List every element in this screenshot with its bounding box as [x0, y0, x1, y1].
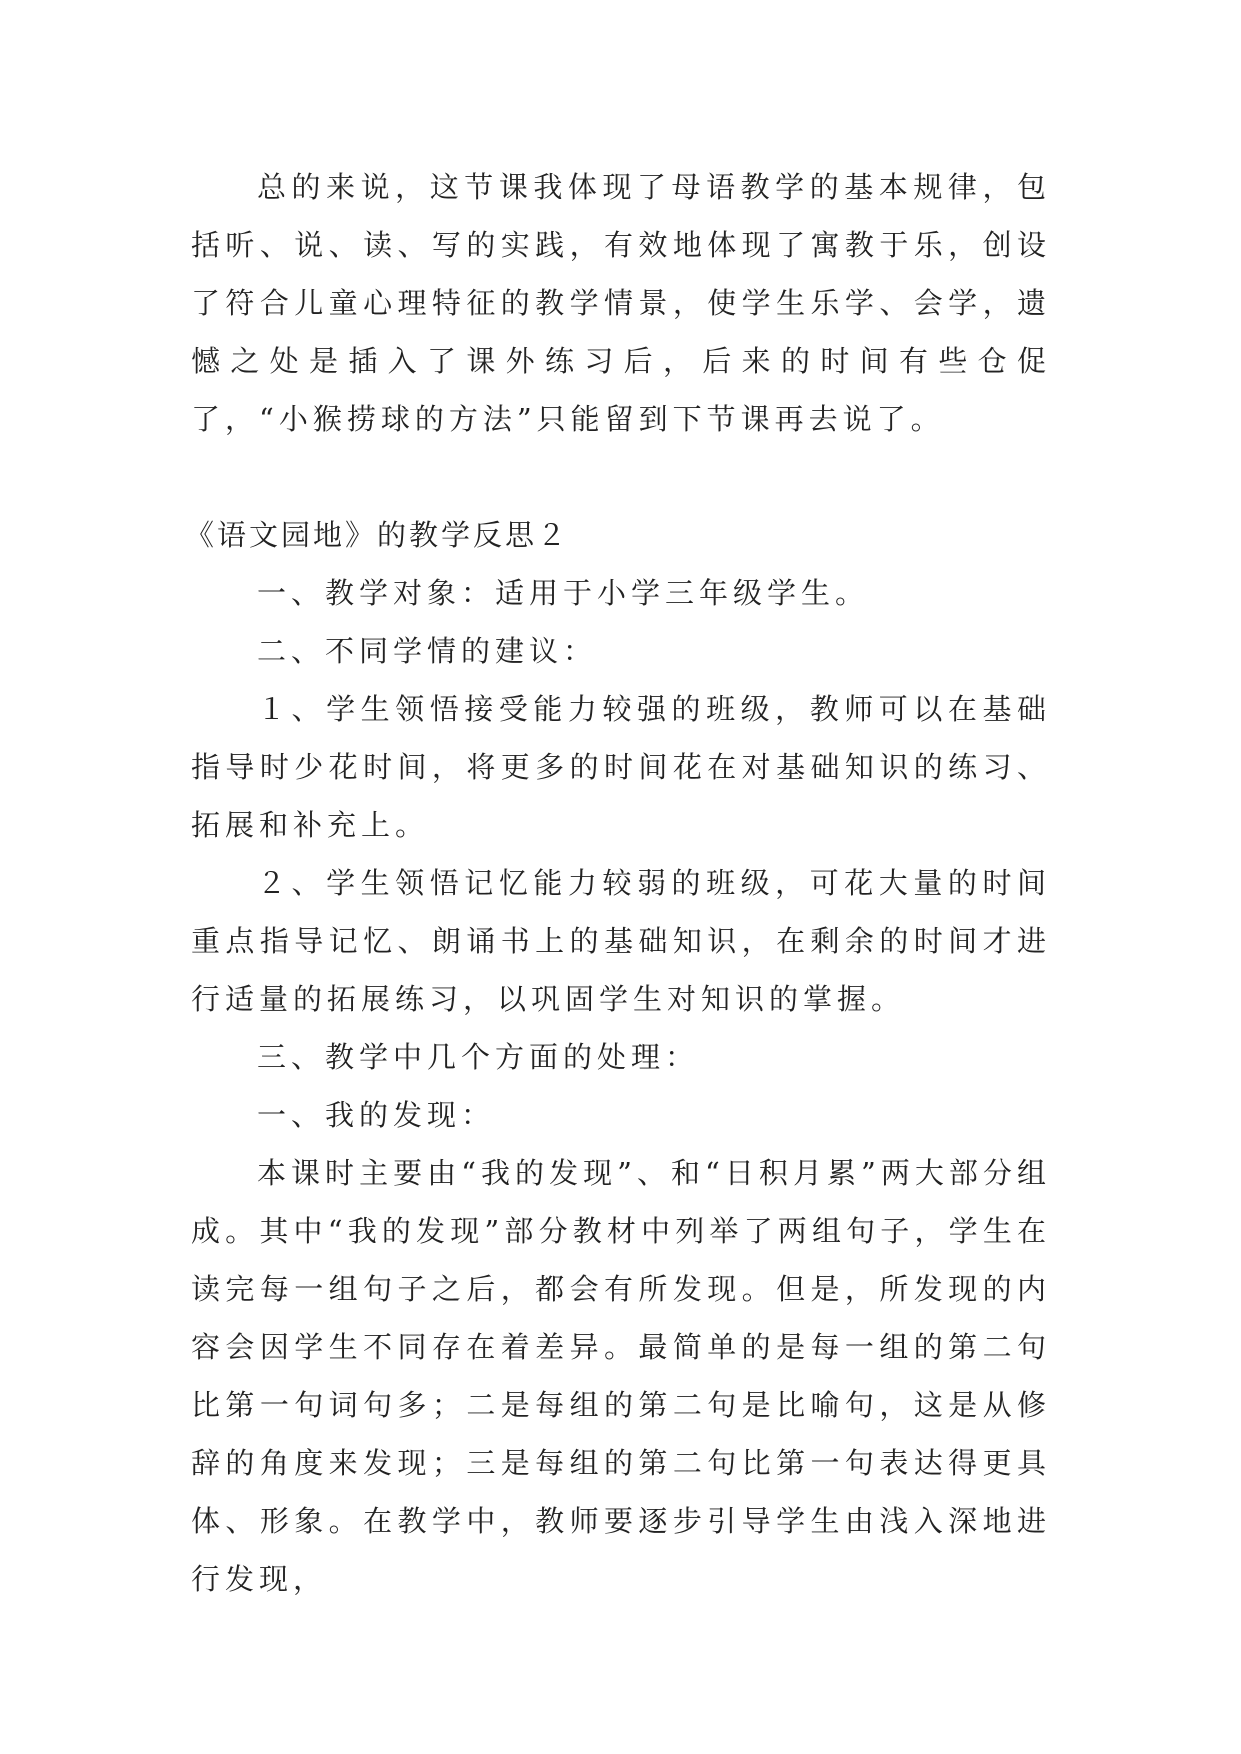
paragraph-suggestion-1: １、学生领悟接受能力较强的班级，教师可以在基础指导时少花时间，将更多的时间花在对基础知识的练习、拓展和补充上。: [191, 692, 1051, 842]
section-title: 《语文园地》的教学反思２: [185, 518, 570, 552]
paragraph-suggestion-2: ２、学生领悟记忆能力较弱的班级，可花大量的时间重点指导记忆、朗诵书上的基础知识，在剩余的时间才进行适量的拓展练习，以巩固学生对知识的掌握。: [191, 866, 1051, 1016]
intro-paragraph: 总的来说，这节课我体现了母语教学的基本规律，包括听、说、读、写的实践，有效地体现了寓教于乐，创设了符合儿童心理特征的教学情景，使学生乐学、会学，遗憾之处是插入了课外练习后，后来的时间有些仓促了，“小猴捞球的方法”只能留到下节课再去说了。: [191, 170, 1051, 436]
section-spacer: [191, 448, 1051, 506]
paragraph-teaching-target: 一、教学对象：适用于小学三年级学生。: [257, 576, 870, 610]
document-page: [185, 158, 1051, 1608]
paragraph-my-discovery-body: 本课时主要由“我的发现”、和“日积月累”两大部分组成。其中“我的发现”部分教材中列举了两组句子，学生在读完每一组句子之后，都会有所发现。但是，所发现的内容会因学生不同存在着差异。最简单的是每一组的第二句比第一句词句多；二是每组的第二句是比喻句，这是从修辞的角度来发现；三是每组的第二句比第一句表达得更具体、形象。在教学中，教师要逐步引导学生由浅入深地进行发现，: [191, 1156, 1051, 1596]
paragraph-my-discovery-heading: 一、我的发现：: [257, 1098, 496, 1132]
paragraph-suggestions-heading: 二、不同学情的建议：: [257, 634, 598, 668]
paragraph-handling-heading: 三、教学中几个方面的处理：: [257, 1040, 700, 1074]
